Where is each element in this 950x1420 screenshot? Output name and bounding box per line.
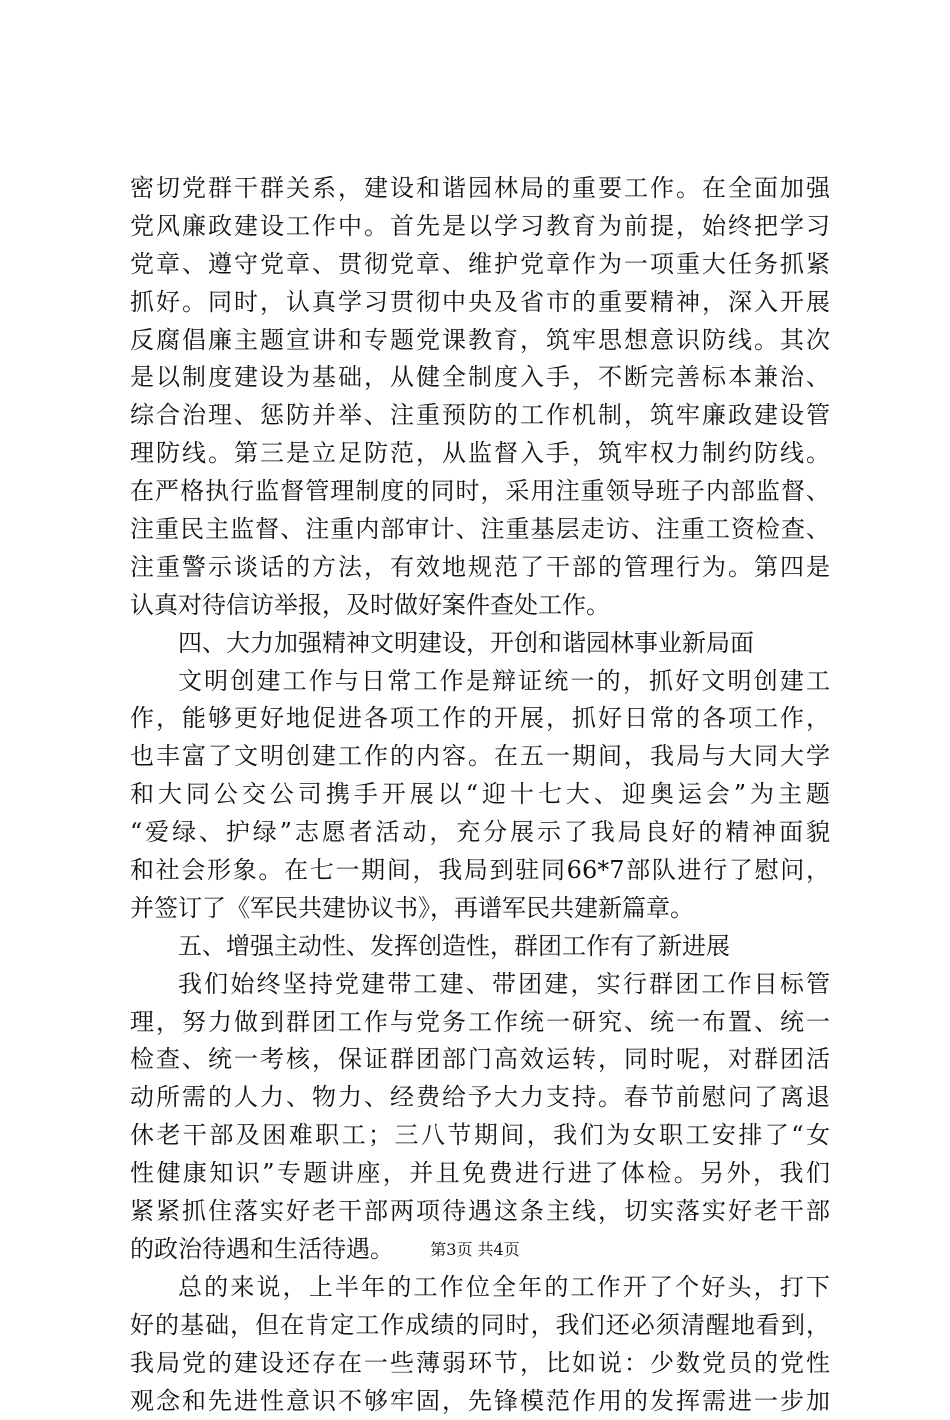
text-line: “爱绿、护绿”志愿者活动，充分展示了我局良好的精神面貌 [130,814,830,852]
text-line: 观念和先进性意识不够牢固，先锋模范作用的发挥需进一步加 [130,1383,830,1420]
text-line: 作，能够更好地促进各项工作的开展，抓好日常的各项工作， [130,700,830,738]
text-line: 我局党的建设还存在一些薄弱环节，比如说：少数党员的党性 [130,1345,830,1383]
text-line: 理，努力做到群团工作与党务工作统一研究、统一布置、统一 [130,1004,830,1042]
text-line: 五、增强主动性、发挥创造性，群团工作有了新进展 [130,928,830,966]
text-line: 紧紧抓住落实好老干部两项待遇这条主线，切实落实好老干部 [130,1193,830,1231]
document-body [130,170,830,1420]
text-line: 是以制度建设为基础，从健全制度入手，不断完善标本兼治、 [130,359,830,397]
text-line: 和社会形象。在七一期间，我局到驻同66*7部队进行了慰问， [130,852,830,890]
text-line: 动所需的人力、物力、经费给予大力支持。春节前慰问了离退 [130,1079,830,1117]
text-line: 我们始终坚持党建带工建、带团建，实行群团工作目标管 [130,966,830,1004]
text-line: 注重民主监督、注重内部审计、注重基层走访、注重工资检查、 [130,511,830,549]
text-line: 总的来说，上半年的工作位全年的工作开了个好头，打下 [130,1269,830,1307]
text-line: 认真对待信访举报，及时做好案件查处工作。 [130,587,830,625]
text-line: 综合治理、惩防并举、注重预防的工作机制，筑牢廉政建设管 [130,397,830,435]
text-line: 性健康知识”专题讲座，并且免费进行进了体检。另外，我们 [130,1155,830,1193]
text-line: 抓好。同时，认真学习贯彻中央及省市的重要精神，深入开展 [130,284,830,322]
text-line: 休老干部及困难职工；三八节期间，我们为女职工安排了“女 [130,1117,830,1155]
text-line: 注重警示谈话的方法，有效地规范了干部的管理行为。第四是 [130,549,830,587]
page-footer: 第3页 共4页 [0,1238,950,1262]
text-line: 和大同公交公司携手开展以“迎十七大、迎奥运会”为主题 [130,776,830,814]
text-line: 密切党群干群关系，建设和谐园林局的重要工作。在全面加强 [130,170,830,208]
text-line: 党风廉政建设工作中。首先是以学习教育为前提，始终把学习 [130,208,830,246]
text-line: 理防线。第三是立足防范，从监督入手，筑牢权力制约防线。 [130,435,830,473]
text-line: 反腐倡廉主题宣讲和专题党课教育，筑牢思想意识防线。其次 [130,322,830,360]
text-line: 文明创建工作与日常工作是辩证统一的，抓好文明创建工 [130,663,830,701]
text-line: 检查、统一考核，保证群团部门高效运转，同时呢，对群团活 [130,1041,830,1079]
text-line: 在严格执行监督管理制度的同时，采用注重领导班子内部监督、 [130,473,830,511]
text-line: 的政治待遇和生活待遇。 [130,1231,830,1269]
text-line: 并签订了《军民共建协议书》，再谱军民共建新篇章。 [130,890,830,928]
text-line: 也丰富了文明创建工作的内容。在五一期间，我局与大同大学 [130,738,830,776]
text-line: 党章、遵守党章、贯彻党章、维护党章作为一项重大任务抓紧 [130,246,830,284]
text-line: 四、大力加强精神文明建设，开创和谐园林事业新局面 [130,625,830,663]
text-line: 好的基础，但在肯定工作成绩的同时，我们还必须清醒地看到， [130,1307,830,1345]
